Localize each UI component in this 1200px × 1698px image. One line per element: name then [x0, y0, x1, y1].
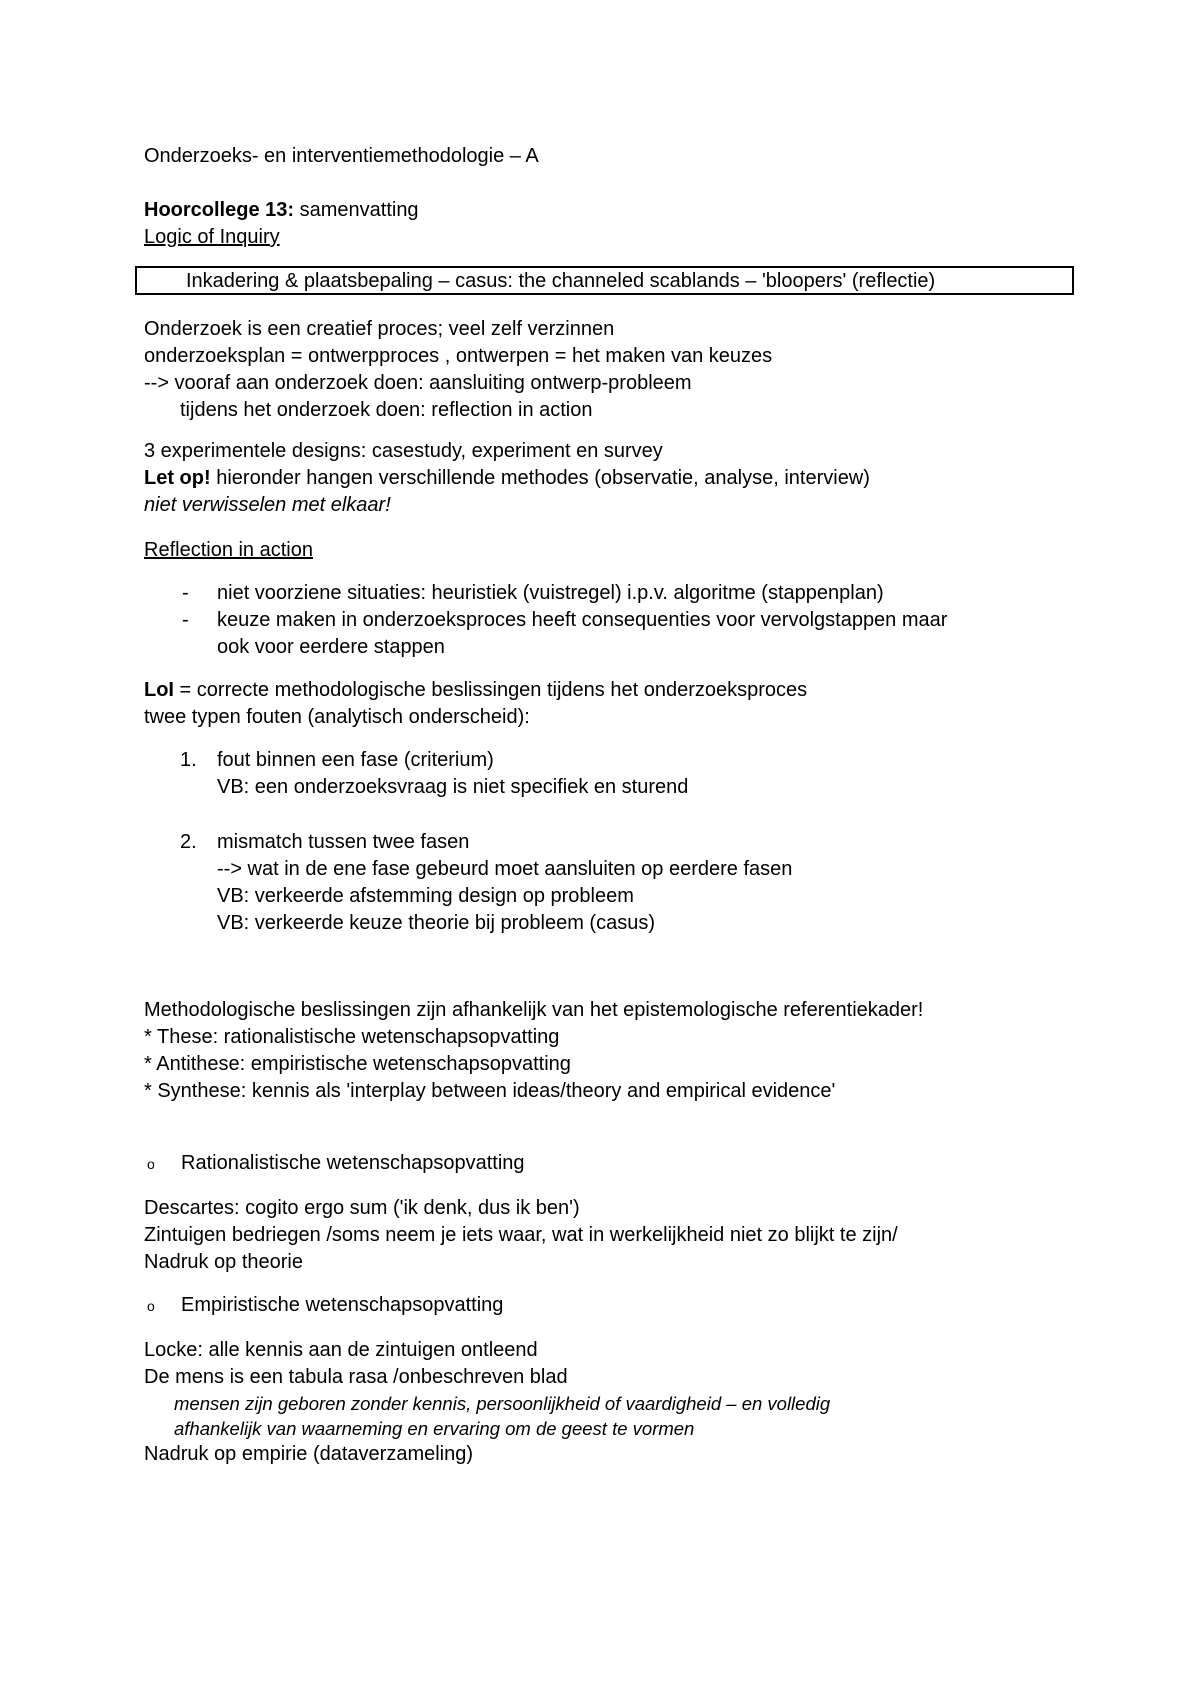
empiricism-block [144, 1337, 830, 1468]
rationalism-line-3: Nadruk op theorie [144, 1251, 303, 1273]
list-item: mismatch tussen twee fasen [217, 831, 470, 853]
list-item-line: VB: verkeerde keuze theorie bij probleem (casus) [217, 912, 655, 934]
epistemology-block [144, 997, 923, 1105]
epistemology-line-3: * Antithese: empiristische wetenschapsopvatting [144, 1053, 571, 1075]
list-bullet: - [182, 582, 189, 604]
letop-label: Let op! [144, 467, 211, 489]
lecture-rest: samenvatting [294, 199, 419, 221]
epistemology-line-4: * Synthese: kennis als 'interplay between ideas/theory and empirical evidence' [144, 1080, 836, 1102]
epistemology-line-1: Methodologische beslissingen zijn afhankelijk van het epistemologische referentiekader! [144, 999, 924, 1021]
empiricism-line-2: De mens is een tabula rasa /onbeschreven blad [144, 1366, 568, 1388]
empiricism-line-1: Locke: alle kennis aan de zintuigen ontleend [144, 1339, 538, 1361]
loi-line-2: twee typen fouten (analytisch onderscheid): [144, 706, 530, 728]
list-item-continuation: ook voor eerdere stappen [217, 636, 445, 658]
empiricism-italic-1: mensen zijn geboren zonder kennis, persoonlijkheid of vaardigheid – en volledig [174, 1393, 831, 1414]
boxed-heading-frame [135, 266, 1074, 295]
circle-bullet-icon: o [147, 1156, 155, 1172]
designs-warning: niet verwisselen met elkaar! [144, 494, 391, 516]
lecture-heading [144, 197, 419, 224]
intro-line-1: Onderzoek is een creatief proces; veel zelf verzinnen [144, 318, 615, 340]
list-item: keuze maken in onderzoeksproces heeft consequenties voor vervolgstappen maar [217, 609, 948, 631]
rationalism-block [144, 1195, 898, 1276]
reflection-heading: Reflection in action [144, 539, 313, 561]
loi-block [144, 677, 807, 731]
loi-label: LoI [144, 679, 174, 701]
rationalism-heading: Rationalistische wetenschapsopvatting [181, 1152, 525, 1174]
empiricism-heading: Empiristische wetenschapsopvatting [181, 1294, 504, 1316]
rationalism-line-2: Zintuigen bedriegen /soms neem je iets waar, wat in werkelijkheid niet zo blijkt te zijn/ [144, 1224, 898, 1246]
intro-line-2: onderzoeksplan = ontwerpproces , ontwerpen = het maken van keuzes [144, 345, 773, 367]
epistemology-line-2: * These: rationalistische wetenschapsopvatting [144, 1026, 560, 1048]
circle-bullet-icon: o [147, 1298, 155, 1314]
empiricism-line-3: Nadruk op empirie (dataverzameling) [144, 1443, 474, 1465]
boxed-heading: Inkadering & plaatsbepaling – casus: the channeled scablands – 'bloopers' (reflectie) [186, 270, 936, 292]
intro-line-3: --> vooraf aan onderzoek doen: aansluiting ontwerp-probleem [144, 372, 692, 394]
list-bullet: - [182, 609, 189, 631]
list-item: fout binnen een fase (criterium) [217, 749, 494, 771]
list-number: 1. [180, 749, 197, 771]
intro-block [144, 316, 772, 424]
loi-rest: = correcte methodologische beslissingen tijdens het onderzoeksproces [174, 679, 808, 701]
designs-line-1: 3 experimentele designs: casestudy, experiment en survey [144, 440, 663, 462]
letop-rest: hieronder hangen verschillende methodes (observatie, analyse, interview) [210, 467, 870, 489]
list-item-line: VB: verkeerde afstemming design op probleem [217, 885, 634, 907]
list-number: 2. [180, 831, 197, 853]
course-title: Onderzoeks- en interventiemethodologie – A [144, 145, 539, 167]
intro-line-4: tijdens het onderzoek doen: reflection in action [180, 399, 593, 421]
lecture-label: Hoorcollege 13: [144, 199, 295, 221]
loi-line [144, 677, 807, 704]
letop-line [144, 465, 870, 492]
designs-block [144, 438, 870, 519]
list-item: niet voorziene situaties: heuristiek (vuistregel) i.p.v. algoritme (stappenplan) [217, 582, 884, 604]
list-item-line: --> wat in de ene fase gebeurd moet aansluiten op eerdere fasen [217, 858, 793, 880]
subtitle: Logic of Inquiry [144, 226, 280, 248]
empiricism-italic-2: afhankelijk van waarneming en ervaring om de geest te vormen [174, 1418, 695, 1439]
rationalism-line-1: Descartes: cogito ergo sum ('ik denk, dus ik ben') [144, 1197, 580, 1219]
list-item-line: VB: een onderzoeksvraag is niet specifiek en sturend [217, 776, 689, 798]
